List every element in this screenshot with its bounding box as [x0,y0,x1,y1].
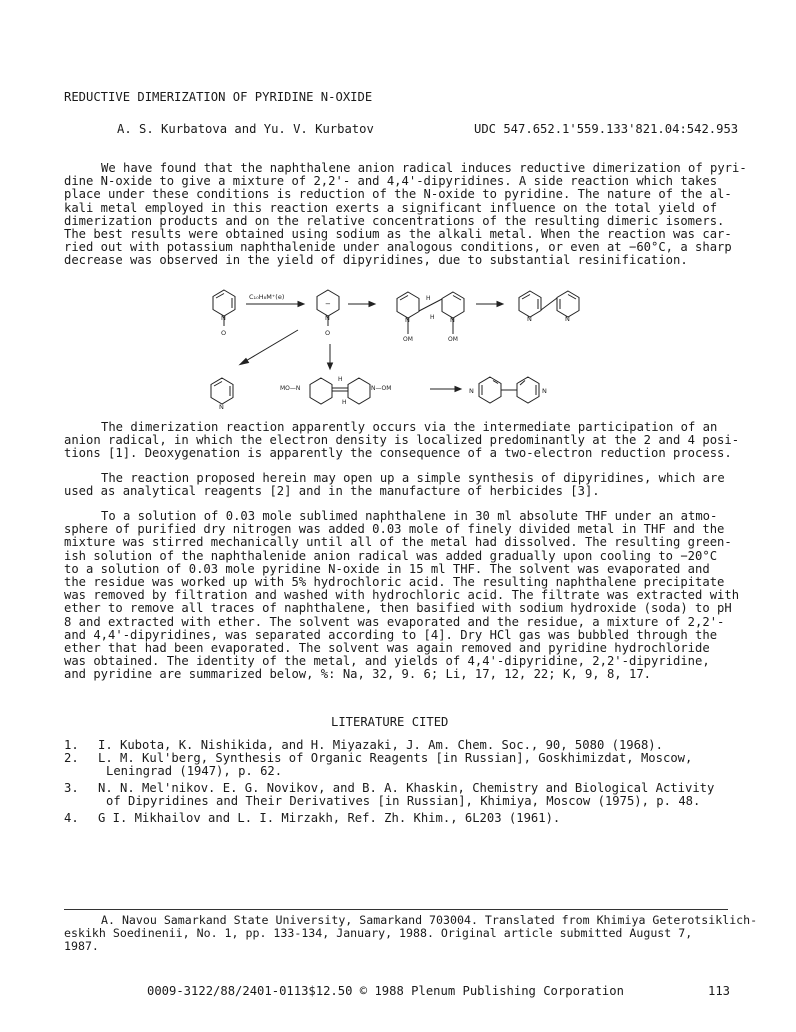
text-line: ether to remove all traces of naphthalene, then basified with sodium hydroxide (soda) to pH [64,601,732,616]
h-label: H [338,376,343,383]
text-line: The reaction proposed herein may open up a simple synthesis of dipyridines, which are [101,471,725,485]
procedure-paragraph [64,510,739,682]
reference-text: L. M. Kul'berg, Synthesis of Organic Reagents [in Russian], Goskhimizdat, Moscow, [98,751,693,765]
n-label: N [405,316,410,324]
dimer-ring-right [442,292,464,343]
dimer-44-intermediate [280,376,391,406]
text-line: ish solution of the naphthalenide anion radical was added gradually upon cooling to −20°C [64,548,718,563]
o-label: O [221,329,227,337]
text-line: mixture was stirred mechanically until all of the metal had dissolved. The resulting green- [64,535,732,550]
article-title: REDUCTIVE DIMERIZATION OF PYRIDINE N-OXIDE [64,90,373,104]
pyridine-product [211,378,233,411]
mo-n-label: MO—N [280,385,301,392]
reaction-arrow [476,302,503,307]
reference-text: of Dipyridines and Their Derivatives [in Russian], Khimiya, Moscow (1975), p. 48. [106,794,701,809]
text-line: The best results were obtained using sodium as the alkali metal. When the reaction was car- [64,227,732,242]
text-line: dine N-oxide to give a mixture of 2,2'- and 4,4'-dipyridines. A side reaction which takes [64,174,718,189]
reference-text: G I. Mikhailov and L. I. Mirzakh, Ref. Zh. Khim., 6L203 (1961). [98,811,561,825]
reference-number: 4. [64,811,79,825]
reaction-arrow [430,387,461,392]
literature-heading: LITERATURE CITED [331,715,449,729]
text-line: The dimerization reaction apparently occurs via the intermediate participation of an [101,420,718,434]
text-line: the residue was worked up with 5% hydrochloric acid. The resulting naphthalene precipitate [64,575,725,590]
dipyridine-22-product [519,291,579,323]
dimer-ring-left [397,292,419,343]
n-om-label: N—OM [371,385,392,392]
om-label: OM [448,336,458,343]
text-line: ried out with potassium naphthalenide under analogous conditions, or even at −60°C, a sharp [64,240,732,255]
pyridine-n-oxide-ring [213,290,235,337]
application-paragraph [64,472,725,498]
footnote-line: 1987. [64,939,99,954]
footnote-line: A. Navou Samarkand State University, Samarkand 703004. Translated from Khimiya Geterotsiklich- [101,913,758,927]
dipyridine-44-product [469,377,547,403]
mechanism-paragraph [64,421,739,461]
n-label: N [325,314,330,322]
footnote-divider [64,909,728,910]
h-label: H [430,314,435,321]
text-line: and 4,4'-dipyridines, was separated according to [4]. Dry HCl gas was bubbled through the [64,627,718,642]
reaction-scheme [180,282,600,420]
text-line: was removed by filtration and washed with hydrochloric acid. The filtrate was extracted with [64,588,740,603]
reaction-arrow-diagonal [240,330,298,365]
footnote-line: eskikh Soedinenii, No. 1, pp. 133-134, January, 1988. Original article submitted August 7, [64,926,693,941]
reaction-arrow [348,302,375,307]
reference-number: 2. [64,751,79,765]
h-label: H [342,399,347,406]
charge-label: − [325,300,331,308]
n-label: N [450,316,455,324]
text-line: sphere of purified dry nitrogen was added 0.03 mole of finely divided metal in THF and the [64,522,725,537]
om-label: OM [403,336,413,343]
text-line: kali metal employed in this reaction exerts a significant influence on the total yield of [64,200,718,215]
text-line: We have found that the naphthalene anion radical induces reductive dimerization of pyri- [101,161,747,175]
text-line: ether that had been evaporated. The solvent was again removed and pyridine hydrochloride [64,641,710,656]
n-label: N [542,387,547,395]
page-number: 113 [708,984,731,998]
authors: A. S. Kurbatova and Yu. V. Kurbatov [117,122,374,136]
text-line: used as analytical reagents [2] and in the manufacture of herbicides [3]. [64,484,600,499]
intro-paragraph [64,162,747,268]
reaction-arrow-down [328,344,333,369]
footnote [64,914,757,954]
udc-code: UDC 547.652.1'559.133'821.04:542.953 [474,122,739,136]
text-line: place under these conditions is reduction of the N-oxide to pyridine. The nature of the al- [64,187,732,202]
text-line: anion radical, in which the electron density is localized predominantly at the 2 and 4 posi- [64,433,740,448]
n-label: N [565,315,570,323]
o-label: O [325,329,331,337]
n-label: N [469,387,474,395]
copyright-line: 0009-3122/88/2401-0113$12.50 © 1988 Plenum Publishing Corporation [147,984,624,998]
reference-text: N. N. Mel'nikov. E. G. Novikov, and B. A. Khaskin, Chemistry and Biological Activity [98,781,715,795]
n-label: N [221,314,226,322]
text-line: and pyridine are summarized below, %: Na, 32, 9. 6; Li, 17, 12, 22; K, 9, 8, 17. [64,667,651,682]
n-label: N [219,403,224,411]
text-line: to a solution of 0.03 mole pyridine N-oxide in 15 ml THF. The solvent was evaporated and [64,561,710,576]
anion-radical-ring [317,290,339,337]
reaction-arrow-reagent [246,293,304,307]
text-line: 8 and extracted with ether. The solvent was evaporated and the residue, a mixture of 2,2'- [64,614,725,629]
text-line: tions [1]. Deoxygenation is apparently the consequence of a two-electron reduction process. [64,446,732,461]
text-line: was obtained. The identity of the metal, and yields of 4,4'-dipyridine, 2,2'-dipyridine, [64,654,710,669]
h-label: H [426,295,431,302]
n-label: N [527,315,532,323]
reference-text: Leningrad (1947), p. 62. [106,764,283,779]
text-line: decrease was observed in the yield of dipyridines, due to substantial resinification. [64,253,688,268]
reference-text: I. Kubota, K. Nishikida, and H. Miyazaki, J. Am. Chem. Soc., 90, 5080 (1968). [98,738,663,752]
reagent-label: C₁₀H₈M⁺(e) [249,293,285,301]
reference-number: 1. [64,738,79,752]
reference-number: 3. [64,781,79,795]
text-line: dimerization products and on the relative concentrations of the resulting dimeric isomers. [64,213,725,228]
text-line: To a solution of 0.03 mole sublimed naphthalene in 30 ml absolute THF under an atmo- [101,509,718,523]
